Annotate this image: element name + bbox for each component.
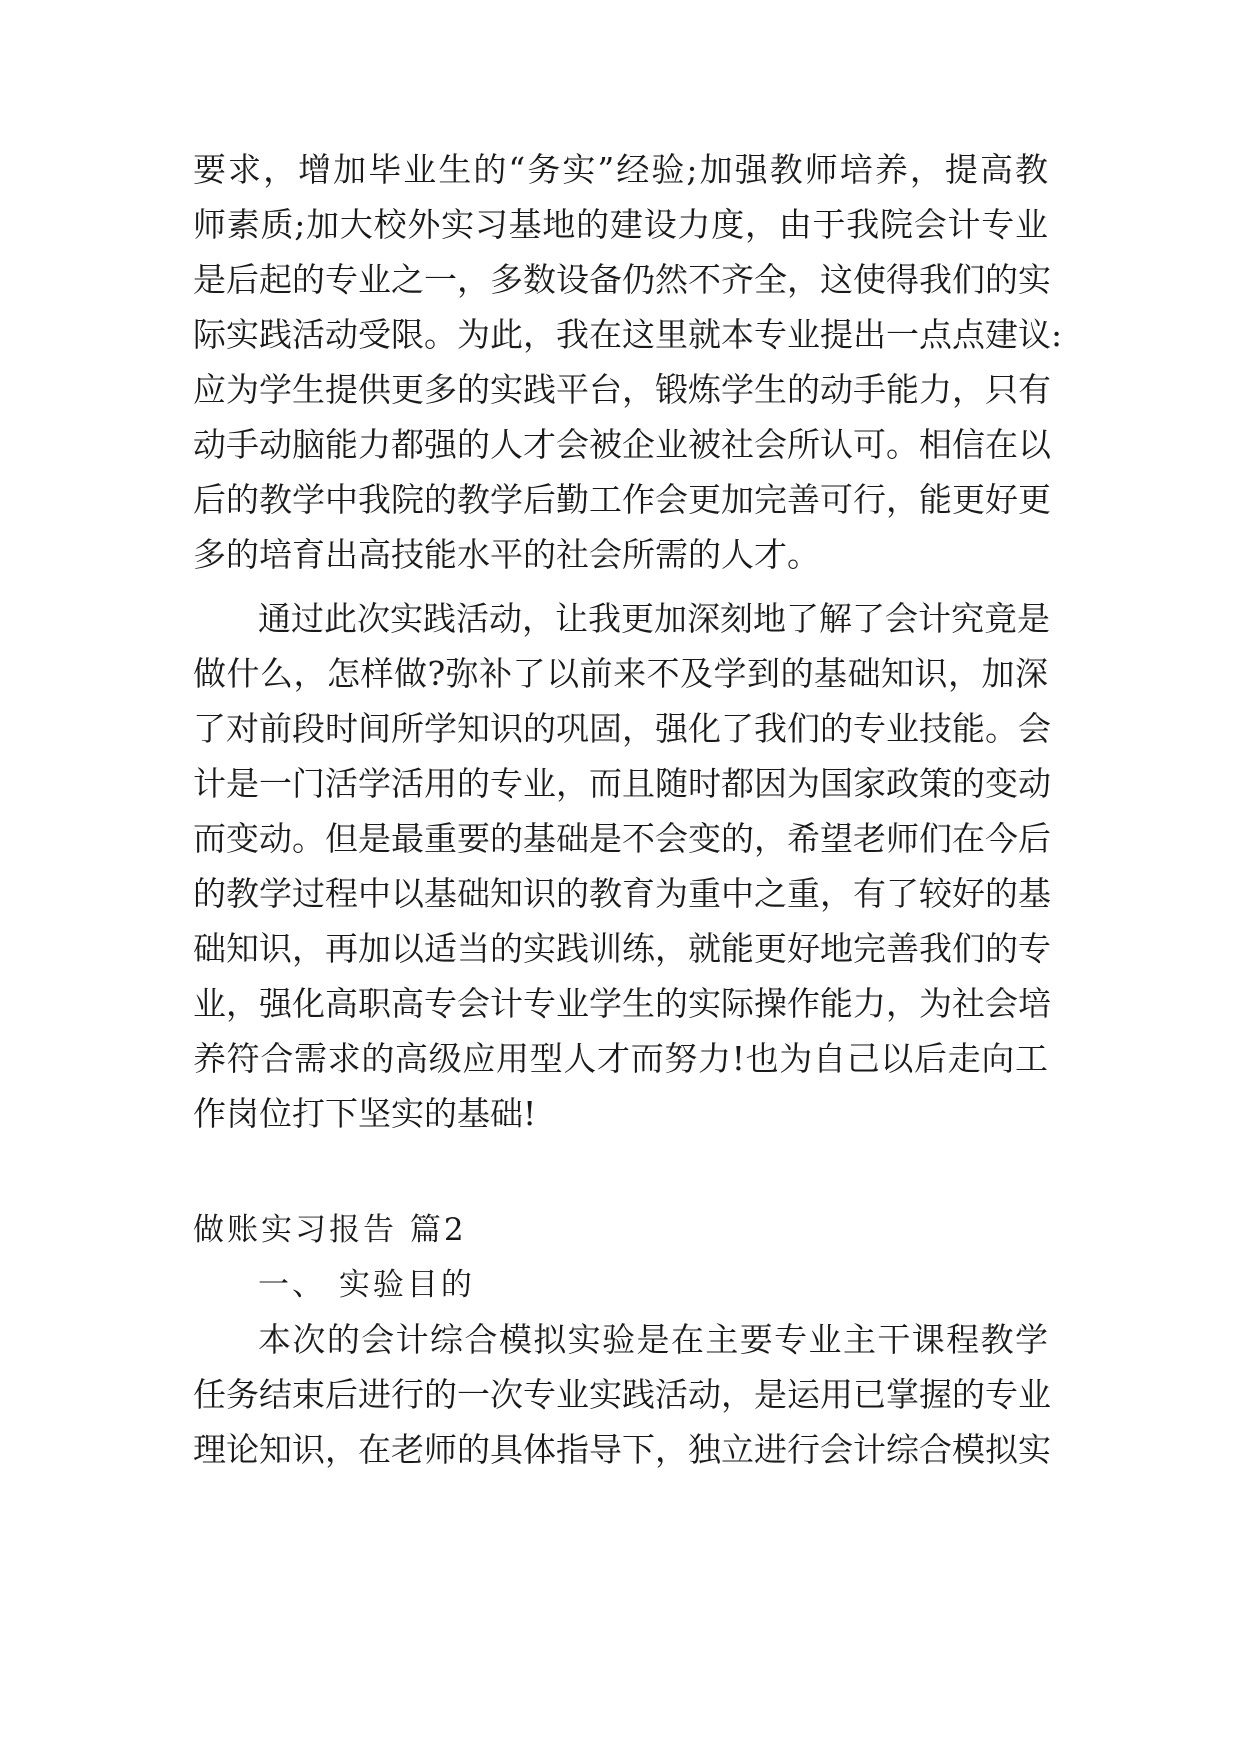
text-line: 作岗位打下坚实的基础! <box>193 1094 537 1133</box>
section-title: 做账实习报告 篇2 <box>193 1212 467 1248</box>
text-line: 多的培育出高技能水平的社会所需的人才。 <box>193 535 820 574</box>
text-line: 的教学过程中以基础知识的教育为重中之重，有了较好的基 <box>193 874 1051 913</box>
text-line: 应为学生提供更多的实践平台，锻炼学生的动手能力，只有 <box>193 370 1051 409</box>
subsection-title: 一、 实验目的 <box>258 1267 475 1303</box>
text-line: 后的教学中我院的教学后勤工作会更加完善可行，能更好更 <box>193 480 1051 519</box>
text-line: 本次的会计综合模拟实验是在主要专业主干课程教学 <box>258 1320 1048 1359</box>
text-line: 础知识，再加以适当的实践训练，就能更好地完善我们的专 <box>193 929 1051 968</box>
text-line: 要求，增加毕业生的“务实”经验;加强教师培养，提高教 <box>193 150 1048 189</box>
text-line: 是后起的专业之一，多数设备仍然不齐全，这使得我们的实 <box>193 260 1051 299</box>
text-line: 了对前段时间所学知识的巩固，强化了我们的专业技能。会 <box>193 709 1051 748</box>
text-line: 理论知识，在老师的具体指导下，独立进行会计综合模拟实 <box>193 1430 1051 1469</box>
text-line: 业，强化高职高专会计专业学生的实际操作能力，为社会培 <box>193 984 1051 1023</box>
text-line: 做什么，怎样做?弥补了以前来不及学到的基础知识，加深 <box>193 654 1048 693</box>
text-line: 师素质;加大校外实习基地的建设力度，由于我院会计专业 <box>193 205 1048 244</box>
text-line: 际实践活动受限。为此，我在这里就本专业提出一点点建议: <box>193 315 1063 354</box>
text-line: 而变动。但是最重要的基础是不会变的，希望老师们在今后 <box>193 819 1051 858</box>
text-line: 通过此次实践活动，让我更加深刻地了解了会计究竟是 <box>258 599 1050 638</box>
text-line: 养符合需求的高级应用型人才而努力!也为自己以后走向工 <box>193 1039 1048 1078</box>
text-line: 计是一门活学活用的专业，而且随时都因为国家政策的变动 <box>193 764 1051 803</box>
text-line: 任务结束后进行的一次专业实践活动，是运用已掌握的专业 <box>193 1375 1051 1414</box>
text-line: 动手动脑能力都强的人才会被企业被社会所认可。相信在以 <box>193 425 1051 464</box>
